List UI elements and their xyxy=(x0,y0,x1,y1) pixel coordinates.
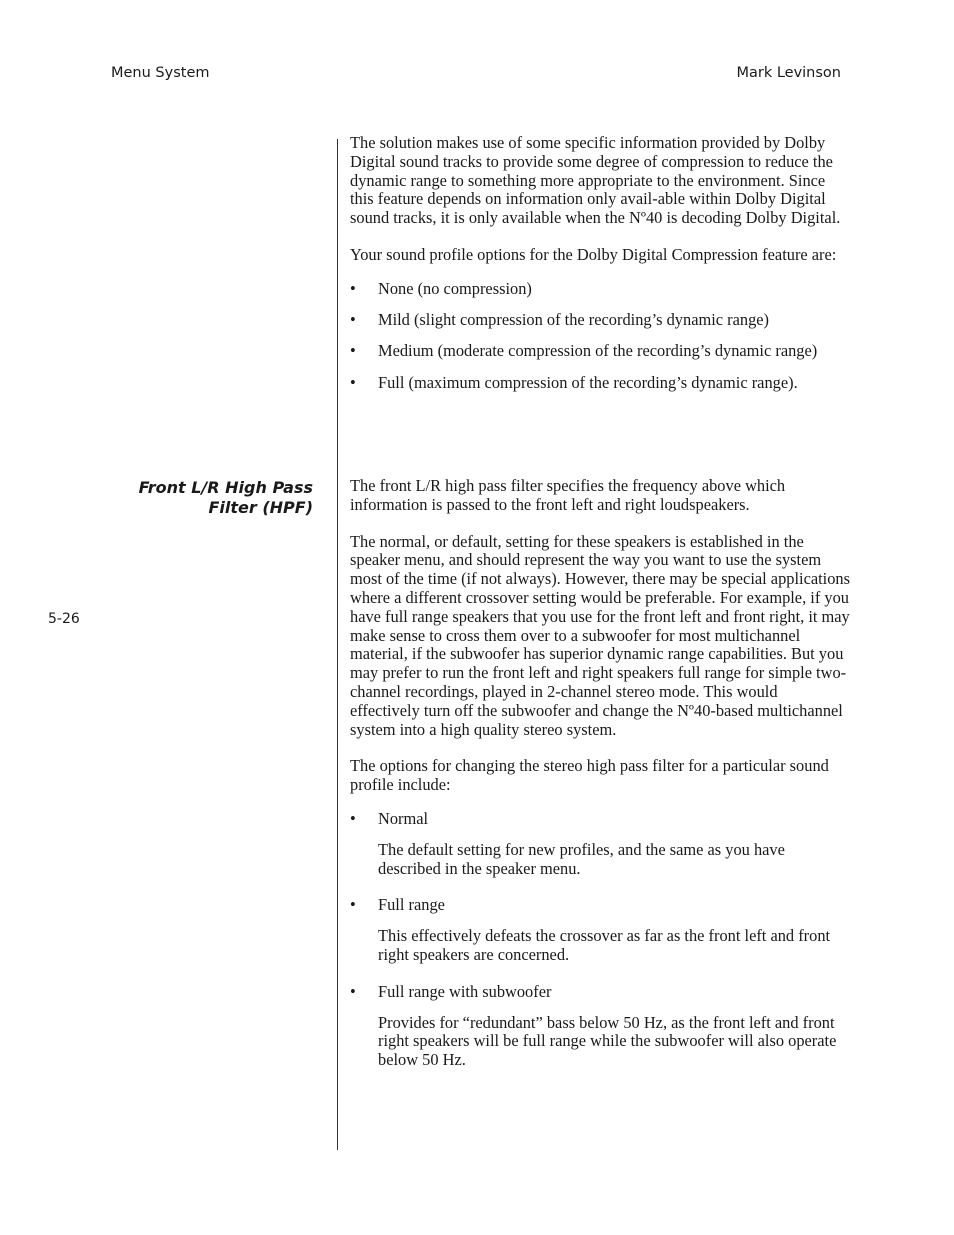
option-description: This effectively defeats the crossover as far as the front left and front right speakers are concerned. xyxy=(378,926,831,964)
column-divider xyxy=(337,139,338,1150)
hpf-section xyxy=(350,477,850,1088)
running-header-brand: Mark Levinson xyxy=(736,65,841,81)
hpf-paragraph-3: The options for changing the stereo high pass filter for a particular sound profile include: xyxy=(350,756,829,795)
list-item: • Medium (moderate compression of the recording’s dynamic range) xyxy=(350,342,850,361)
section-heading-line-1: Front L/R High Pass xyxy=(138,478,313,497)
list-item xyxy=(350,810,850,878)
list-item xyxy=(350,896,850,964)
compression-section xyxy=(350,134,850,405)
option-title: • Full range xyxy=(378,895,445,915)
hpf-paragraph-2: The normal, or default, setting for these speakers is established in the speaker menu, and should represent the way you want to use the system most of the time (if not always). However, there may be special applications where a different crossover setting would be preferable. For example, if you have full range speakers that you use for the front left and front right, it may make sense to cross them over to a subwoofer for most multichannel material, if the subwoofer has superior dynamic range capabilities. But you may prefer to run the front left and right speakers full range for simple two-channel recordings, played in 2-channel stereo mode. This would effectively turn off the subwoofer and change the Nº40-based multichannel system into a high quality stereo system. xyxy=(350,531,851,739)
list-item: • None (no compression) xyxy=(350,280,850,299)
compression-paragraph-2: Your sound profile options for the Dolby Digital Compression feature are: xyxy=(350,244,837,264)
option-description: The default setting for new profiles, and the same as you have described in the speaker menu. xyxy=(378,839,785,878)
compression-options-list xyxy=(350,280,850,393)
list-item: • Mild (slight compression of the recording’s dynamic range) xyxy=(350,311,850,330)
hpf-paragraph-1: The front L/R high pass filter specifies the frequency above which information is passed to the front left and right loudspeakers. xyxy=(350,476,786,514)
section-heading-hpf xyxy=(53,478,313,518)
compression-paragraph-1: The solution makes use of some specific information provided by Dolby Digital sound tracks to provide some degree of compression to reduce the dynamic range to something more appropriate to the environment. Since this feature depends on information only avail-able within Dolby Digital sound tracks, it is only available when the Nº40 is decoding Dolby Digital. xyxy=(350,133,841,228)
option-description: Provides for “redundant” bass below 50 Hz, as the front left and front right speakers will be full range while the subwoofer will also operate below 50 Hz. xyxy=(378,1012,837,1070)
running-header-section: Menu System xyxy=(111,65,210,81)
hpf-options-list xyxy=(350,810,850,1070)
list-item xyxy=(350,983,850,1070)
list-item: • Full (maximum compression of the recording’s dynamic range). xyxy=(350,374,850,393)
option-title: • Normal xyxy=(378,808,429,828)
section-heading-line-2: Filter (HPF) xyxy=(208,498,313,517)
option-title: • Full range with subwoofer xyxy=(378,981,552,1001)
page-number: 5-26 xyxy=(48,611,80,627)
